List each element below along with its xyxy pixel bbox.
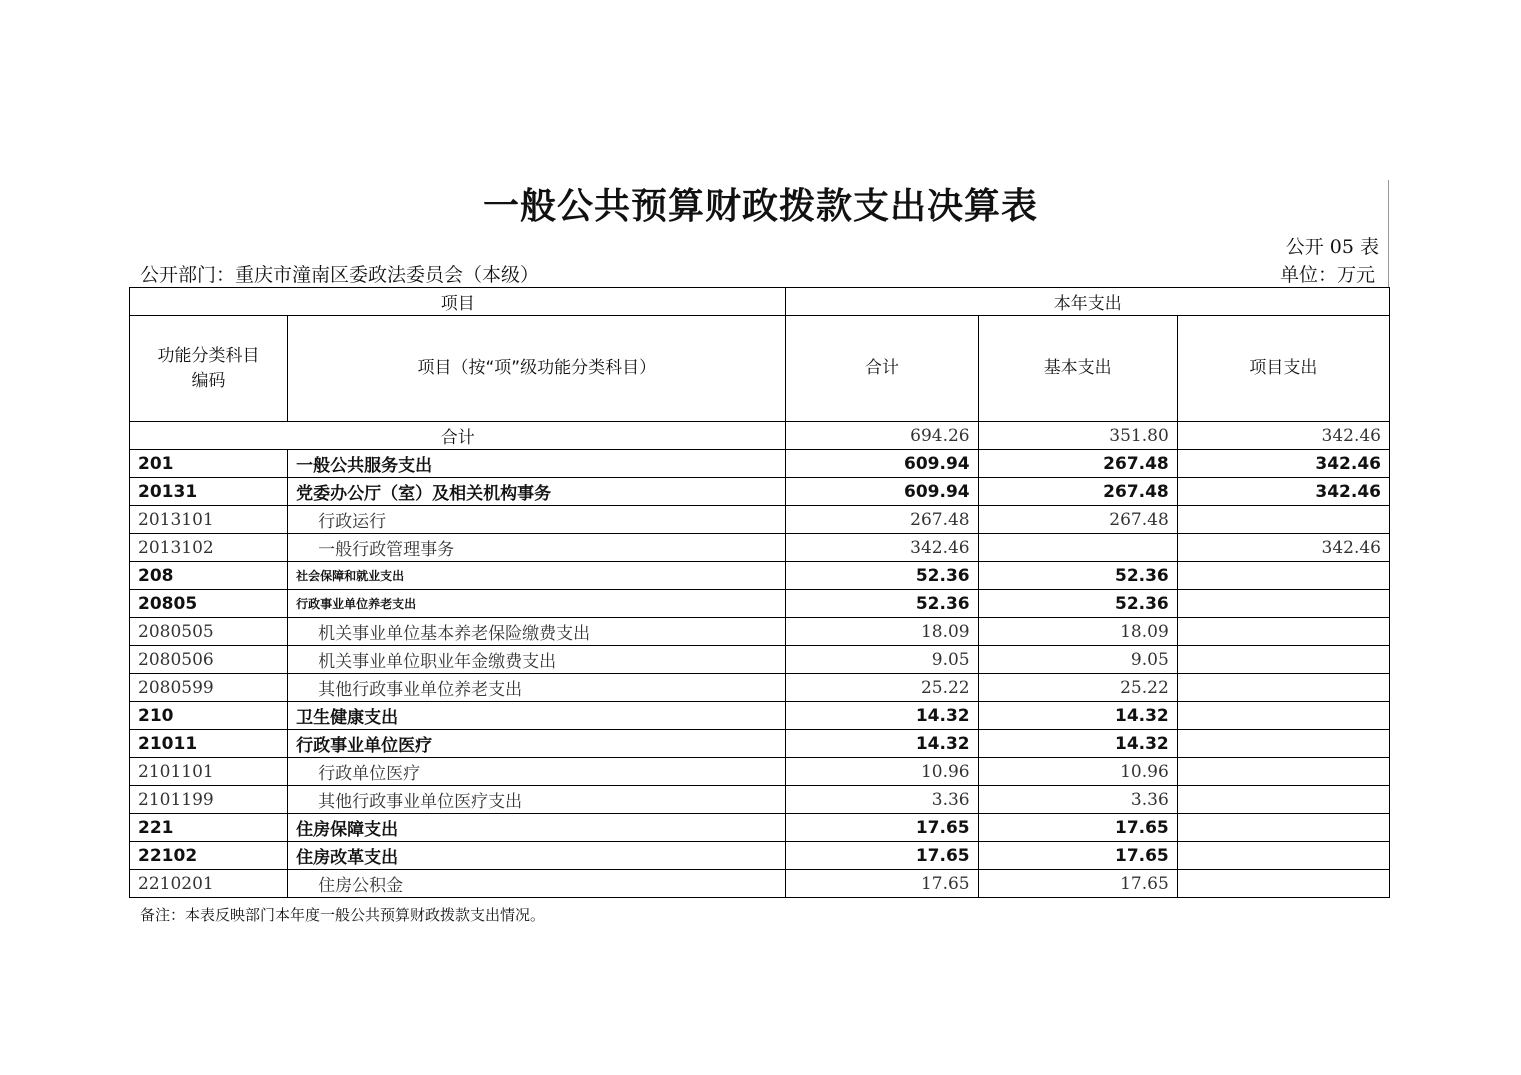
row-code: 201 — [130, 450, 288, 478]
row-total: 14.32 — [786, 730, 978, 758]
row-name: 行政事业单位养老支出 — [288, 590, 786, 618]
row-name: 行政单位医疗 — [288, 758, 786, 786]
row-name: 机关事业单位基本养老保险缴费支出 — [288, 618, 786, 646]
table-row — [130, 870, 1390, 898]
header-project-expenditure: 项目支出 — [1177, 316, 1389, 422]
row-name: 党委办公厅（室）及相关机构事务 — [288, 478, 786, 506]
table-row — [130, 506, 1390, 534]
row-total: 52.36 — [786, 590, 978, 618]
header-row-2 — [130, 316, 1390, 422]
row-total: 267.48 — [786, 506, 978, 534]
header-current-year: 本年支出 — [786, 288, 1390, 316]
table-row — [130, 450, 1390, 478]
header-row-1 — [130, 288, 1390, 316]
row-project — [1177, 758, 1389, 786]
row-name: 卫生健康支出 — [288, 702, 786, 730]
row-code: 20805 — [130, 590, 288, 618]
row-basic: 17.65 — [978, 870, 1177, 898]
row-code: 2101101 — [130, 758, 288, 786]
row-code: 2013102 — [130, 534, 288, 562]
row-code: 2080599 — [130, 674, 288, 702]
row-name: 其他行政事业单位医疗支出 — [288, 786, 786, 814]
total-label: 合计 — [130, 422, 786, 450]
row-project — [1177, 870, 1389, 898]
row-code: 210 — [130, 702, 288, 730]
header-total: 合计 — [786, 316, 978, 422]
table-row — [130, 730, 1390, 758]
row-basic: 18.09 — [978, 618, 1177, 646]
row-project: 342.46 — [1177, 478, 1389, 506]
row-basic: 10.96 — [978, 758, 1177, 786]
row-code: 2210201 — [130, 870, 288, 898]
total-sum: 694.26 — [786, 422, 978, 450]
row-code: 2101199 — [130, 786, 288, 814]
header-item: 项目（按“项”级功能分类科目） — [288, 316, 786, 422]
row-name: 行政事业单位医疗 — [288, 730, 786, 758]
row-total: 17.65 — [786, 814, 978, 842]
table-row — [130, 618, 1390, 646]
table-row — [130, 814, 1390, 842]
table-row — [130, 590, 1390, 618]
row-project: 342.46 — [1177, 534, 1389, 562]
row-project — [1177, 562, 1389, 590]
row-code: 22102 — [130, 842, 288, 870]
row-basic: 52.36 — [978, 590, 1177, 618]
row-name: 住房改革支出 — [288, 842, 786, 870]
row-total: 17.65 — [786, 870, 978, 898]
row-name: 社会保障和就业支出 — [288, 562, 786, 590]
row-basic: 267.48 — [978, 506, 1177, 534]
table-row — [130, 758, 1390, 786]
header-project: 项目 — [130, 288, 786, 316]
total-basic: 351.80 — [978, 422, 1177, 450]
row-basic: 9.05 — [978, 646, 1177, 674]
row-project: 342.46 — [1177, 450, 1389, 478]
row-name: 住房公积金 — [288, 870, 786, 898]
table-row — [130, 478, 1390, 506]
row-code: 20131 — [130, 478, 288, 506]
row-project — [1177, 786, 1389, 814]
row-basic: 17.65 — [978, 842, 1177, 870]
row-total: 14.32 — [786, 702, 978, 730]
row-code: 2080505 — [130, 618, 288, 646]
unit-label: 单位：万元 — [1279, 264, 1375, 286]
row-total: 3.36 — [786, 786, 978, 814]
row-basic — [978, 534, 1177, 562]
row-code: 221 — [130, 814, 288, 842]
row-basic: 267.48 — [978, 450, 1177, 478]
page-title: 一般公共预算财政拨款支出决算表 — [482, 186, 1038, 227]
row-basic: 25.22 — [978, 674, 1177, 702]
total-row — [130, 422, 1390, 450]
row-name: 一般行政管理事务 — [288, 534, 786, 562]
table-body — [130, 422, 1390, 898]
table-note: 备注：本表反映部门本年度一般公共预算财政拨款支出情况。 — [140, 906, 546, 924]
row-total: 609.94 — [786, 450, 978, 478]
row-code: 21011 — [130, 730, 288, 758]
row-project — [1177, 506, 1389, 534]
row-total: 17.65 — [786, 842, 978, 870]
row-project — [1177, 590, 1389, 618]
table-row — [130, 646, 1390, 674]
row-basic: 14.32 — [978, 730, 1177, 758]
row-project — [1177, 646, 1389, 674]
row-name: 行政运行 — [288, 506, 786, 534]
row-code: 2013101 — [130, 506, 288, 534]
table-row — [130, 842, 1390, 870]
expenditure-table — [129, 287, 1390, 898]
row-total: 18.09 — [786, 618, 978, 646]
row-code: 2080506 — [130, 646, 288, 674]
row-total: 9.05 — [786, 646, 978, 674]
row-total: 609.94 — [786, 478, 978, 506]
row-project — [1177, 702, 1389, 730]
row-basic: 3.36 — [978, 786, 1177, 814]
row-total: 10.96 — [786, 758, 978, 786]
row-basic: 52.36 — [978, 562, 1177, 590]
table-row — [130, 674, 1390, 702]
row-basic: 14.32 — [978, 702, 1177, 730]
department-label: 公开部门：重庆市潼南区委政法委员会（本级） — [140, 264, 540, 286]
row-name: 其他行政事业单位养老支出 — [288, 674, 786, 702]
row-total: 342.46 — [786, 534, 978, 562]
form-number: 公开 05 表 — [1285, 236, 1379, 258]
row-basic: 267.48 — [978, 478, 1177, 506]
row-project — [1177, 842, 1389, 870]
row-total: 52.36 — [786, 562, 978, 590]
table-row — [130, 702, 1390, 730]
row-project — [1177, 814, 1389, 842]
row-name: 一般公共服务支出 — [288, 450, 786, 478]
table-row — [130, 534, 1390, 562]
table-row — [130, 562, 1390, 590]
header-code: 功能分类科目编码 — [130, 316, 288, 422]
total-project: 342.46 — [1177, 422, 1389, 450]
row-project — [1177, 730, 1389, 758]
row-basic: 17.65 — [978, 814, 1177, 842]
row-total: 25.22 — [786, 674, 978, 702]
row-name: 住房保障支出 — [288, 814, 786, 842]
table-row — [130, 786, 1390, 814]
row-project — [1177, 674, 1389, 702]
header-basic: 基本支出 — [978, 316, 1177, 422]
row-name: 机关事业单位职业年金缴费支出 — [288, 646, 786, 674]
row-code: 208 — [130, 562, 288, 590]
row-project — [1177, 618, 1389, 646]
